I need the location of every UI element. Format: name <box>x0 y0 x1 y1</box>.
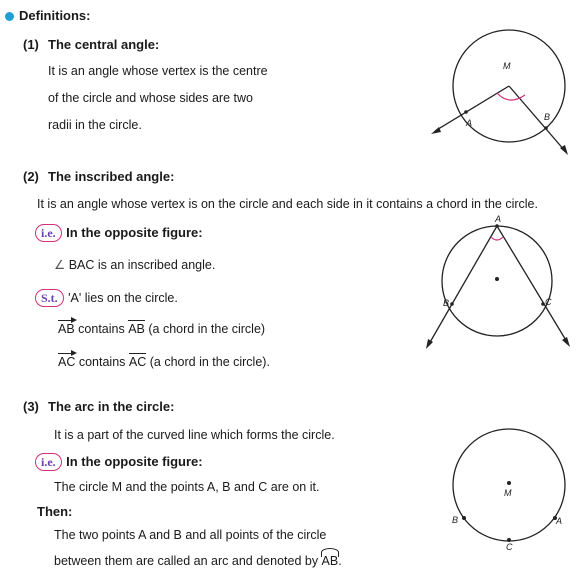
s2-ie-text: In the opposite figure: <box>66 225 203 240</box>
s3-then: Then: <box>37 504 73 519</box>
ie-badge: i.e. <box>35 224 62 242</box>
label-A: A <box>466 118 473 128</box>
label-M3: M <box>504 488 512 498</box>
label-B: B <box>544 112 551 122</box>
s3-title: The arc in the circle: <box>48 399 175 414</box>
angle-symbol: ∠ <box>54 258 66 272</box>
s2-st-text: 'A' lies on the circle. <box>68 291 178 305</box>
s1-line-1: It is an angle whose vertex is the centre <box>48 64 268 78</box>
s3-line-3: The two points A and B and all points of the circle <box>54 528 327 542</box>
s2-st-row <box>35 289 178 307</box>
ray2-mid: contains <box>75 355 129 369</box>
s3-line-4 <box>54 554 342 568</box>
chord-AB: AB <box>128 322 145 336</box>
label-B2: B <box>443 298 450 308</box>
s1-title: The central angle: <box>48 37 160 52</box>
angle-mark-2 <box>491 237 503 240</box>
ray1-tail: (a chord in the circle) <box>144 322 266 336</box>
s2-ie-row <box>35 224 203 242</box>
s1-line-3: radii in the circle. <box>48 118 142 132</box>
label-C2: C <box>545 297 552 307</box>
label-M: M <box>503 61 511 71</box>
central-angle-figure <box>425 20 580 165</box>
arc-figure <box>440 425 580 560</box>
s3-line-4-text: between them are called an arc and denoted by <box>54 554 322 568</box>
ie-badge-2: i.e. <box>35 453 62 471</box>
s3-line-4-end: . <box>338 554 342 568</box>
arc-AB-label: AB <box>321 554 339 568</box>
ray-AB: AB <box>58 322 75 336</box>
label-A3: A <box>556 516 563 526</box>
inscribed-angle-figure <box>415 212 580 357</box>
ray-AC: AC <box>58 355 76 369</box>
s1-number: (1) <box>23 37 39 52</box>
s2-title: The inscribed angle: <box>48 169 175 184</box>
label-C3: C <box>506 542 513 552</box>
label-A2: A <box>495 214 502 224</box>
s2-ray1-row <box>58 322 265 336</box>
heading: Definitions: <box>19 8 91 23</box>
s3-definition: It is a part of the curved line which forms the circle. <box>54 428 335 442</box>
s3-ie-row <box>35 453 203 471</box>
s3-line-2: The circle M and the points A, B and C are on it. <box>54 480 320 494</box>
s3-ie-text: In the opposite figure: <box>66 454 203 469</box>
chord-AC: AC <box>128 355 147 369</box>
s2-angle-text: BAC is an inscribed angle. <box>68 258 216 272</box>
s3-number: (3) <box>23 399 39 414</box>
s2-number: (2) <box>23 169 39 184</box>
ray2-tail: (a chord in the circle). <box>146 355 270 369</box>
s2-ray2-row <box>58 355 270 369</box>
s2-angle-row <box>54 257 215 272</box>
s2-definition: It is an angle whose vertex is on the circle and each side in it contains a chord in the circle. <box>37 197 538 211</box>
ray1-mid: contains <box>74 322 129 336</box>
st-badge: S.t. <box>35 289 64 307</box>
label-B3: B <box>452 515 459 525</box>
heading-bullet <box>5 12 14 21</box>
s1-line-2: of the circle and whose sides are two <box>48 91 253 105</box>
